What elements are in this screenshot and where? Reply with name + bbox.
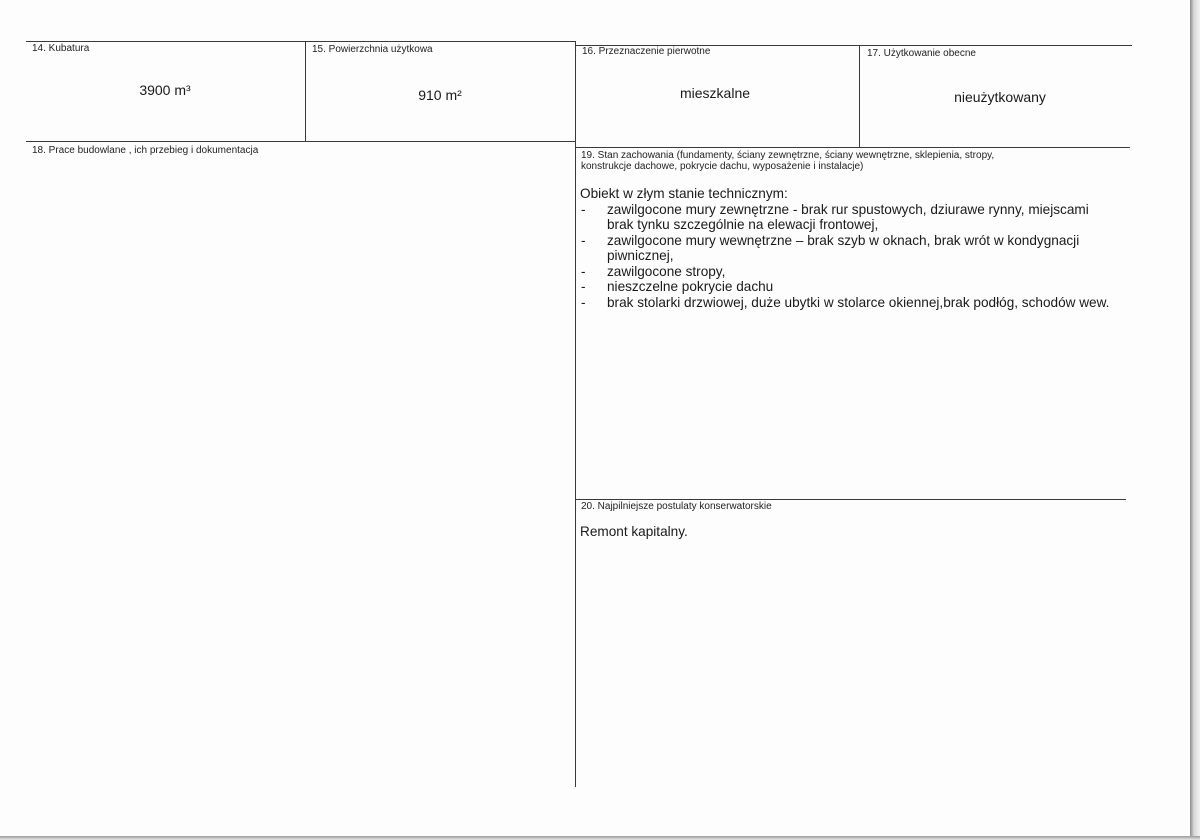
divider-center [575,41,576,787]
f18-label: 18. Prace budowlane , ich przebieg i dokumentacja [32,145,259,156]
list-marker: - [581,232,586,248]
f20-label: 20. Najpilniejsze postulaty konserwatorskie [581,501,772,512]
list-item [580,295,1117,311]
f15-label: 15. Powierzchnia użytkowa [312,44,433,55]
list-item [580,279,1117,295]
divider-14-15 [305,41,306,141]
f19-condition-text [580,186,1130,310]
f16-label: 16. Przeznaczenie pierwotne [582,46,711,57]
f19-intro: Obiekt w złym stanie technicznym: [580,186,788,201]
f19-label-line2: konstrukcje dachowe, pokrycie dachu, wyposażenie i instalacje) [581,161,864,172]
list-marker: - [581,263,586,279]
list-item [580,202,1117,233]
page-edge-bottom [0,836,1200,840]
f16-value: mieszkalne [679,85,751,101]
list-marker: - [581,294,586,310]
f14-value: 3900 m³ [139,82,191,98]
list-marker: - [581,279,586,294]
row1-top-rule [26,41,576,42]
list-item-text: brak stolarki drzwiowej, duże ubytki w stolarce okiennej,brak podłóg, schodów wew. [607,294,1110,310]
f20-top-rule [576,499,1126,500]
list-item [580,233,1117,264]
list-item-text: zawilgocone mury zewnętrzne - brak rur spustowych, dziurawe rynny, miejscami brak tynku szczególnie na elewacji frontowej, [607,201,1089,232]
f19-condition-list [580,202,1130,311]
list-item-text: zawilgocone stropy, [607,263,726,279]
divider-16-17 [859,45,860,147]
f17-label: 17. Użytkowanie obecne [867,48,976,59]
list-marker: - [581,201,586,217]
row1-bottom-rule-right [576,147,1130,148]
f20-value: Remont kapitalny. [580,524,688,539]
f19-label-line1: 19. Stan zachowania (fundamenty, ściany zewnętrzne, ściany wewnętrzne, sklepienia, stropy, [581,150,995,161]
list-item [580,264,1117,280]
f17-value: nieużytkowany [954,89,1046,105]
f14-label: 14. Kubatura [32,43,90,54]
page-edge-right [1190,0,1200,840]
list-item-text: nieszczelne pokrycie dachu [607,279,774,294]
f15-value: 910 m² [418,87,462,103]
row1-bottom-rule [26,141,576,142]
list-item-text: zawilgocone mury wewnętrzne – brak szyb w oknach, brak wrót w kondygnacji piwnicznej, [607,232,1080,263]
